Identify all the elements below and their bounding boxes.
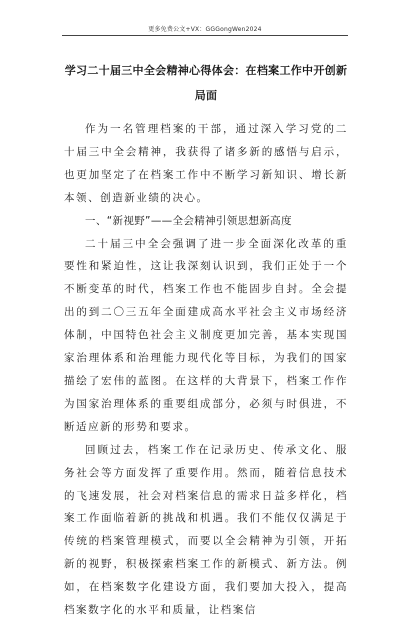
page-header: 更多免费公文+VX：GGGongWen2024 — [148, 26, 262, 33]
section-heading: 一、“新视野”——全会精神引领思想新高度 — [85, 214, 292, 227]
body-paragraph: 二十届三中全会强调了进一步全面深化改革的重要性和紧迫性，这让我深刻认识到，我们正处于一个不断变革的时代，档案工作也不能固步自封。全会提出的到二〇三五年全面建成高水平社会主义市场经济体制，中国特色社会主义制度更加完善，基本实现国家治理体系和治理能力现代化等目标，为我们的国家描绘了宏伟的蓝图。在这样的大背景下，档案工作作为国家治理体系的重要组成部分，必须与时俱进，不断适应新的形势和要求。 — [64, 237, 348, 433]
body-paragraph: 回顾过去，档案工作在记录历史、传承文化、服务社会等方面发挥了重要作用。然而，随着信息技术的飞速发展，社会对档案信息的需求日益多样化，档案工作面临着新的挑战和机遇。我们不能仅仅满足于传统的档案管理模式，而要以全会精神为引领，开拓新的视野，积极探索档案工作的新模式、新方法。例如，在档案数字化建设方面，我们要加大投入，提高档案数字化的水平和质量，让档案信 — [64, 443, 348, 617]
document-body — [64, 118, 348, 622]
header-rule — [62, 35, 348, 36]
document-title: 学习二十届三中全会精神心得体会：在档案工作中开创新局面 — [64, 64, 348, 102]
intro-paragraph: 作为一名管理档案的干部，通过深入学习党的二十届三中全会精神，我获得了诸多新的感悟与启示，也更加坚定了在档案工作中不断学习新知识、增长新本领、创造新业绩的决心。 — [64, 123, 348, 204]
